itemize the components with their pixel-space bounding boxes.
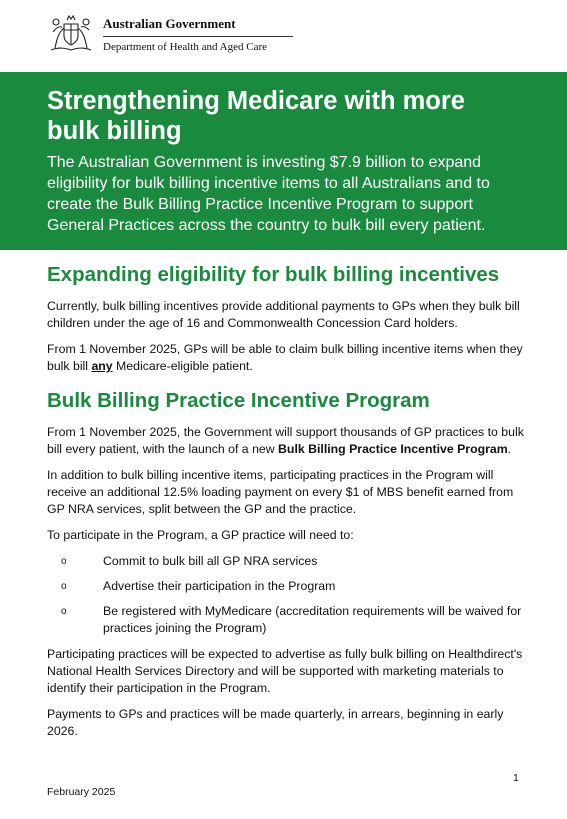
bullet-marker: o xyxy=(61,556,67,567)
eligibility-paragraph-2 xyxy=(47,341,527,375)
program-paragraph-5: Payments to GPs and practices will be made quarterly, in arrears, beginning in early 2026. xyxy=(47,707,504,738)
program-paragraph-1 xyxy=(47,424,527,458)
text-run: Medicare-eligible patient. xyxy=(112,359,253,373)
government-header xyxy=(47,10,307,60)
text-run: From 1 November 2025, GPs will be able to claim bulk billing incentive items when they bulk bill xyxy=(47,342,523,373)
text-run: From 1 November 2025, the Government will support thousands of GP practices to bulk bill every patient, with the launch of a new xyxy=(47,425,524,456)
page-number: 1 xyxy=(513,772,519,784)
program-paragraph-4: Participating practices will be expected to advertise as fully bulk billing on Healthdirect's National Health Services Directory and will be supported with marketing materials to identify their participation in the Program. xyxy=(47,647,523,695)
main-content xyxy=(47,262,527,740)
requirements-list xyxy=(47,553,527,637)
title-banner xyxy=(0,72,567,250)
coat-of-arms-icon xyxy=(47,10,95,56)
department-name: Department of Health and Aged Care xyxy=(103,41,268,53)
list-item xyxy=(47,603,527,637)
bullet-marker: o xyxy=(61,581,67,592)
section-heading-program: Bulk Billing Practice Incentive Program xyxy=(47,389,430,412)
program-paragraph-2: In addition to bulk billing incentive items, participating practices in the Program will receive an additional 12.5% loading payment on every $1 of MBS benefit earned from GP NRA services, split between the GP and the practice. xyxy=(47,468,514,516)
list-item xyxy=(47,578,527,595)
government-name: Australian Government xyxy=(103,16,236,31)
page-title: Strengthening Medicare with more bulk billing xyxy=(47,87,465,145)
lead-paragraph: The Australian Government is investing $7.9 billion to expand eligibility for bulk billing incentive items to all Australians and to create the Bulk Billing Practice Incentive Program to support General Practices across the country to bulk bill every patient. xyxy=(47,154,490,234)
section-heading-eligibility: Expanding eligibility for bulk billing incentives xyxy=(47,263,500,286)
header-divider xyxy=(103,36,293,37)
list-item-text: Be registered with MyMedicare (accreditation requirements will be waived for practices joining the Program) xyxy=(103,604,522,635)
eligibility-paragraph-1: Currently, bulk billing incentives provide additional payments to GPs when they bulk bill children under the age of 16 and Commonwealth Concession Card holders. xyxy=(47,299,520,330)
program-name-emphasis: Bulk Billing Practice Incentive Program xyxy=(278,442,508,456)
list-item-text: Advertise their participation in the Program xyxy=(103,579,336,593)
text-run: . xyxy=(507,442,512,456)
emphasis-any: any xyxy=(91,359,113,373)
list-item xyxy=(47,553,527,570)
program-paragraph-3: To participate in the Program, a GP practice will need to: xyxy=(47,528,354,542)
list-item-text: Commit to bulk bill all GP NRA services xyxy=(103,554,318,568)
footer-date: February 2025 xyxy=(47,786,116,798)
bullet-marker: o xyxy=(61,606,67,617)
